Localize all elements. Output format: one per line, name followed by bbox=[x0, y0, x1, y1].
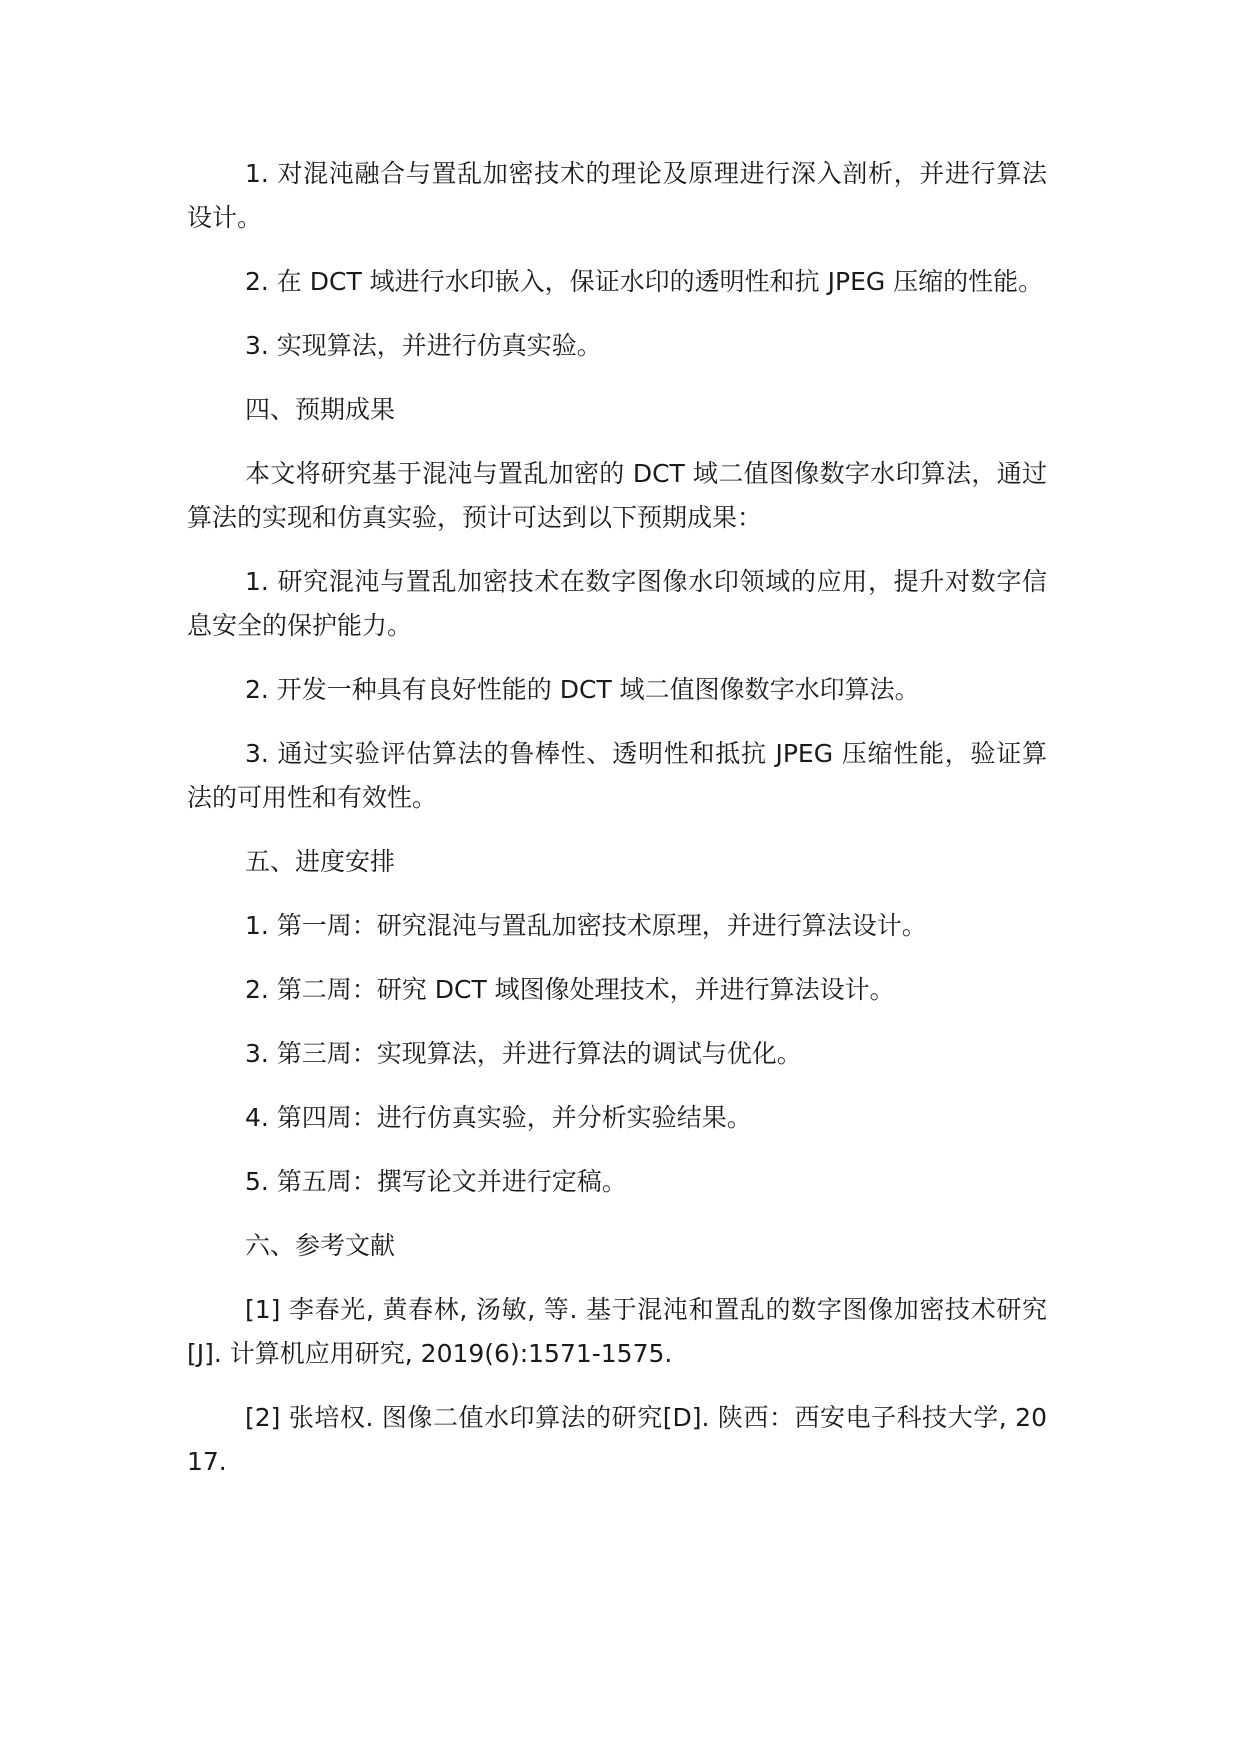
reference-item-2: [2] 张培权. 图像二值水印算法的研究[D]. 陕西：西安电子科技大学, 2017. bbox=[187, 1403, 1047, 1476]
schedule-item-week-3: 3. 第三周：实现算法，并进行算法的调试与优化。 bbox=[245, 1039, 802, 1068]
schedule-item-week-1: 1. 第一周：研究混沌与置乱加密技术原理，并进行算法设计。 bbox=[245, 911, 927, 940]
document-body bbox=[187, 152, 1047, 1504]
schedule-item-week-5: 5. 第五周：撰写论文并进行定稿。 bbox=[245, 1167, 627, 1196]
goal-item-3: 3. 实现算法，并进行仿真实验。 bbox=[245, 331, 602, 360]
section-heading-references: 六、参考文献 bbox=[245, 1231, 396, 1260]
schedule-item-week-2: 2. 第二周：研究 DCT 域图像处理技术，并进行算法设计。 bbox=[245, 975, 895, 1004]
expected-result-item-1: 1. 研究混沌与置乱加密技术在数字图像水印领域的应用，提升对数字信息安全的保护能力。 bbox=[187, 567, 1047, 640]
goal-item-2: 2. 在 DCT 域进行水印嵌入，保证水印的透明性和抗 JPEG 压缩的性能。 bbox=[245, 267, 1044, 296]
section-heading-schedule: 五、进度安排 bbox=[245, 847, 396, 876]
reference-item-1: [1] 李春光, 黄春林, 汤敏, 等. 基于混沌和置乱的数字图像加密技术研究[J]. 计算机应用研究, 2019(6):1571-1575. bbox=[187, 1295, 1047, 1368]
schedule-item-week-4: 4. 第四周：进行仿真实验，并分析实验结果。 bbox=[245, 1103, 752, 1132]
expected-result-item-3: 3. 通过实验评估算法的鲁棒性、透明性和抵抗 JPEG 压缩性能，验证算法的可用性和有效性。 bbox=[187, 739, 1047, 812]
expected-result-item-2: 2. 开发一种具有良好性能的 DCT 域二值图像数字水印算法。 bbox=[245, 675, 920, 704]
goal-item-1: 1. 对混沌融合与置乱加密技术的理论及原理进行深入剖析，并进行算法设计。 bbox=[187, 159, 1047, 232]
section-heading-expected-results: 四、预期成果 bbox=[245, 395, 396, 424]
expected-results-intro: 本文将研究基于混沌与置乱加密的 DCT 域二值图像数字水印算法，通过算法的实现和仿真实验，预计可达到以下预期成果： bbox=[187, 459, 1047, 532]
